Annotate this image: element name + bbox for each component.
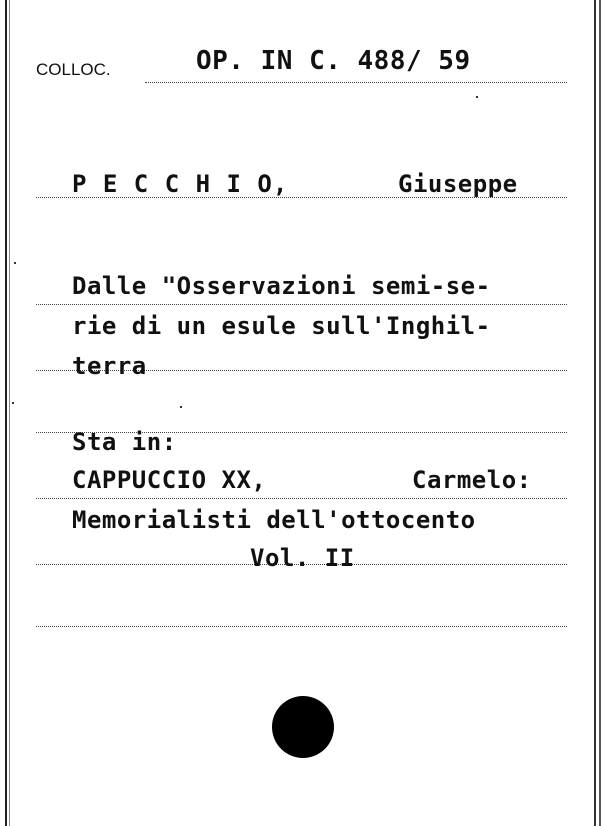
card-edge-left xyxy=(5,0,7,826)
shelfmark: OP. IN C. 488/ 59 xyxy=(196,46,471,76)
speck xyxy=(180,406,182,408)
source-title: Memorialisti dell'ottocento xyxy=(72,506,476,534)
colloc-rule xyxy=(145,82,567,83)
source-author: CAPPUCCIO XX, xyxy=(72,466,267,494)
source-volume: Vol. II xyxy=(250,544,355,572)
title-line-3: terra xyxy=(72,352,147,380)
speck xyxy=(476,96,478,98)
card-edge-right xyxy=(594,0,596,826)
author-given: Giuseppe xyxy=(398,170,518,198)
title-line-2: rie di un esule sull'Inghil- xyxy=(72,312,491,340)
author-surname: P E C C H I O, xyxy=(72,170,289,198)
title-rule-1 xyxy=(36,304,567,305)
colloc-label: COLLOC. xyxy=(36,60,111,79)
card-edge-left-inner xyxy=(9,0,10,826)
speck xyxy=(12,402,14,404)
blank-rule xyxy=(36,626,567,627)
title-line-1: Dalle "Osservazioni semi-se- xyxy=(72,272,491,300)
sta-in-label: Sta in: xyxy=(72,428,177,456)
punch-hole xyxy=(272,696,334,758)
source-rule xyxy=(36,498,567,499)
source-given: Carmelo: xyxy=(412,466,532,494)
speck xyxy=(14,262,16,264)
card-edge-right-outer xyxy=(599,0,601,826)
